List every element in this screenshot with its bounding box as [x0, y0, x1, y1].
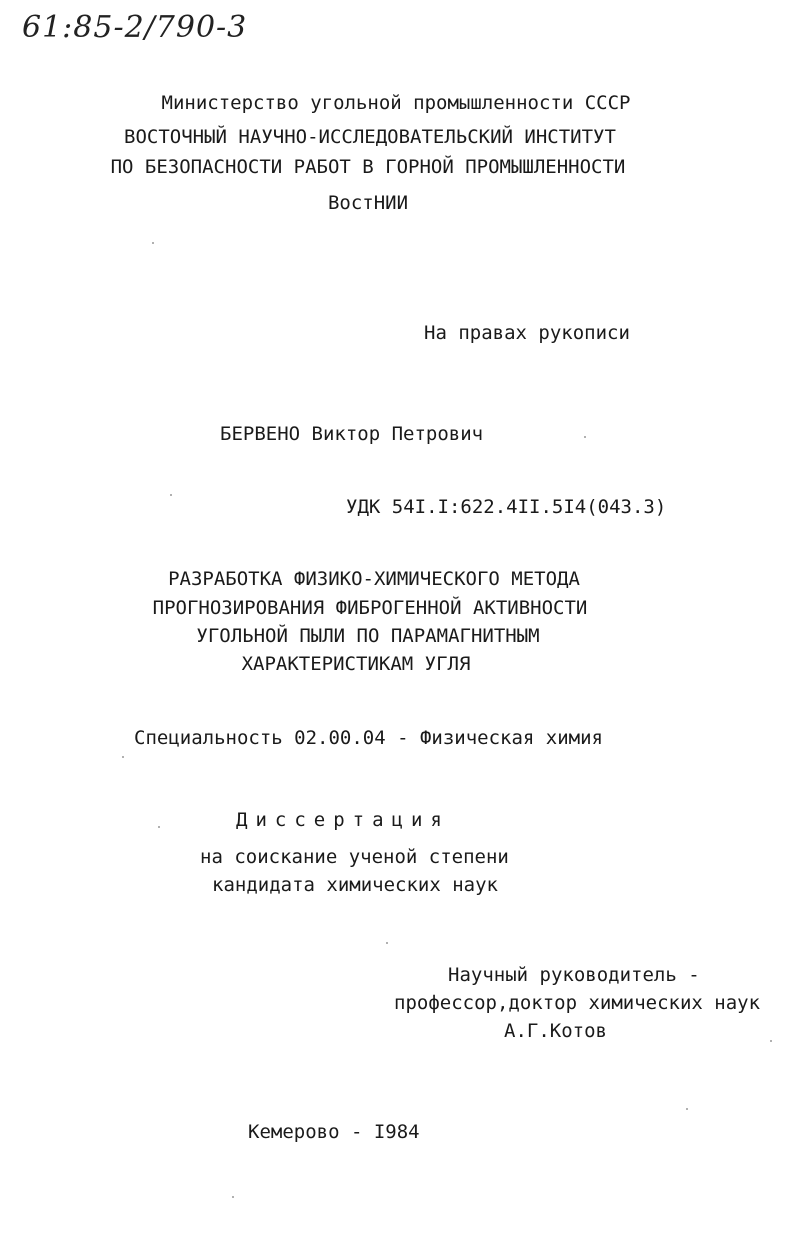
- paper-speck: [170, 494, 172, 496]
- place-and-year: Кемерово - I984: [248, 1121, 420, 1143]
- udc-code: УДК 54I.I:622.4II.5I4(043.3): [346, 496, 667, 518]
- rights-note: На правах рукописи: [424, 322, 630, 344]
- supervisor-degree: профессор,доктор химических наук: [394, 992, 761, 1014]
- paper-speck: [770, 1040, 772, 1042]
- paper-speck: [122, 756, 124, 758]
- paper-speck: [152, 242, 154, 244]
- institute-line-1: ВОСТОЧНЫЙ НАУЧНО-ИССЛЕДОВАТЕЛЬСКИЙ ИНСТИТУТ: [124, 126, 616, 148]
- title-line-4: ХАРАКТЕРИСТИКАМ УГЛЯ: [241, 653, 471, 675]
- dissertation-degree-line-2: кандидата химических наук: [212, 874, 498, 896]
- dissertation-degree-line-1: на соискание ученой степени: [200, 846, 509, 868]
- paper-speck: [232, 1196, 234, 1198]
- title-line-3: УГОЛЬНОЙ ПЫЛИ ПО ПАРАМАГНИТНЫМ: [196, 625, 540, 647]
- ministry-line: Министерство угольной промышленности СССР: [161, 92, 631, 114]
- paper-speck: [686, 1108, 688, 1110]
- paper-speck: [584, 436, 586, 438]
- specialty-line: Специальность 02.00.04 - Физическая химия: [134, 727, 603, 749]
- author-name: БЕРВЕНО Виктор Петрович: [220, 423, 484, 445]
- title-line-2: ПРОГНОЗИРОВАНИЯ ФИБРОГЕННОЙ АКТИВНОСТИ: [152, 597, 588, 619]
- supervisor-title: Научный руководитель -: [448, 964, 700, 986]
- title-line-1: РАЗРАБОТКА ФИЗИКО-ХИМИЧЕСКОГО МЕТОДА: [168, 568, 580, 590]
- institute-abbreviation: ВостНИИ: [327, 192, 409, 214]
- institute-line-2: ПО БЕЗОПАСНОСТИ РАБОТ В ГОРНОЙ ПРОМЫШЛЕННОСТИ: [110, 156, 626, 178]
- handwritten-archive-code: 61:85-2/790-3: [22, 10, 248, 45]
- paper-speck: [158, 826, 160, 828]
- supervisor-name: А.Г.Котов: [504, 1020, 607, 1042]
- paper-speck: [386, 942, 388, 944]
- dissertation-label: Диссертация: [236, 809, 450, 831]
